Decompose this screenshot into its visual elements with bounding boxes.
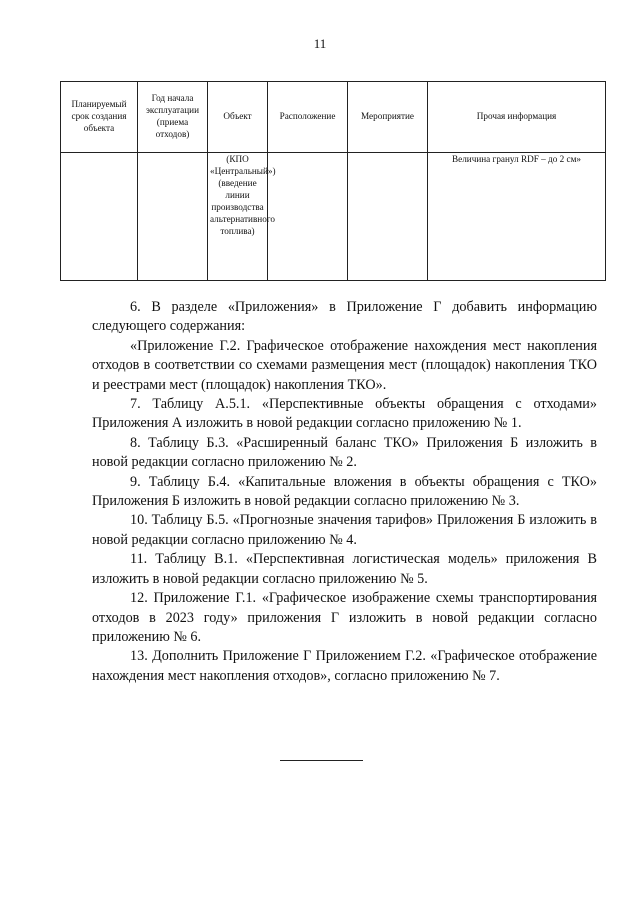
column-header: Прочая информация	[428, 82, 606, 153]
objects-table	[60, 81, 606, 281]
page-number: 11	[313, 36, 327, 51]
table-cell	[348, 153, 428, 281]
table-cell	[138, 153, 208, 281]
paragraph: 10. Таблицу Б.5. «Прогнозные значения тарифов» Приложения Б изложить в новой редакции согласно приложению № 4.	[92, 512, 597, 548]
paragraph: 11. Таблицу В.1. «Перспективная логистическая модель» приложения В изложить в новой редакции согласно приложению № 5.	[92, 551, 597, 587]
table-row	[61, 153, 606, 281]
paragraph: 7. Таблицу А.5.1. «Перспективные объекты обращения с отходами» Приложения А изложить в новой редакции согласно приложению № 1.	[92, 396, 597, 432]
column-header: Мероприятие	[348, 82, 428, 153]
table-header-row	[61, 82, 606, 153]
column-header: Объект	[208, 82, 268, 153]
document-body	[92, 298, 597, 686]
column-header: Расположение	[268, 82, 348, 153]
table-cell	[268, 153, 348, 281]
end-divider	[280, 760, 363, 761]
paragraph: 9. Таблицу Б.4. «Капитальные вложения в объекты обращения с ТКО» Приложения Б изложить в новой редакции согласно приложению № 3.	[92, 473, 597, 510]
column-header: Год начала эксплуатации (приема отходов)	[138, 82, 208, 153]
paragraph: 13. Дополнить Приложение Г Приложением Г.2. «Графическое отображение нахождения мест накопления отходов», согласно приложению № 7.	[92, 648, 597, 684]
paragraph: 8. Таблицу Б.3. «Расширенный баланс ТКО» Приложения Б изложить в новой редакции согласно приложению № 2.	[92, 434, 597, 471]
paragraph: 6. В разделе «Приложения» в Приложение Г добавить информацию следующего содержания:	[92, 299, 597, 335]
paragraph: «Приложение Г.2. Графическое отображение нахождения мест накопления отходов в соответствии со схемами размещения мест (площадок) накопления ТКО и реестрами мест (площадок) накопления ТКО».	[92, 337, 597, 393]
table-cell	[61, 153, 138, 281]
paragraph: 12. Приложение Г.1. «Графическое изображение схемы транспортирования отходов в 2023 году» приложения Г изложить в новой редакции согласно приложению № 6.	[92, 590, 597, 645]
table-cell: Величина гранул RDF – до 2 см»	[428, 153, 606, 281]
column-header: Планируемый срок создания объекта	[61, 82, 138, 153]
table-cell: (КПО «Центральный») (введение линии производства альтернативного топлива)	[208, 153, 268, 281]
